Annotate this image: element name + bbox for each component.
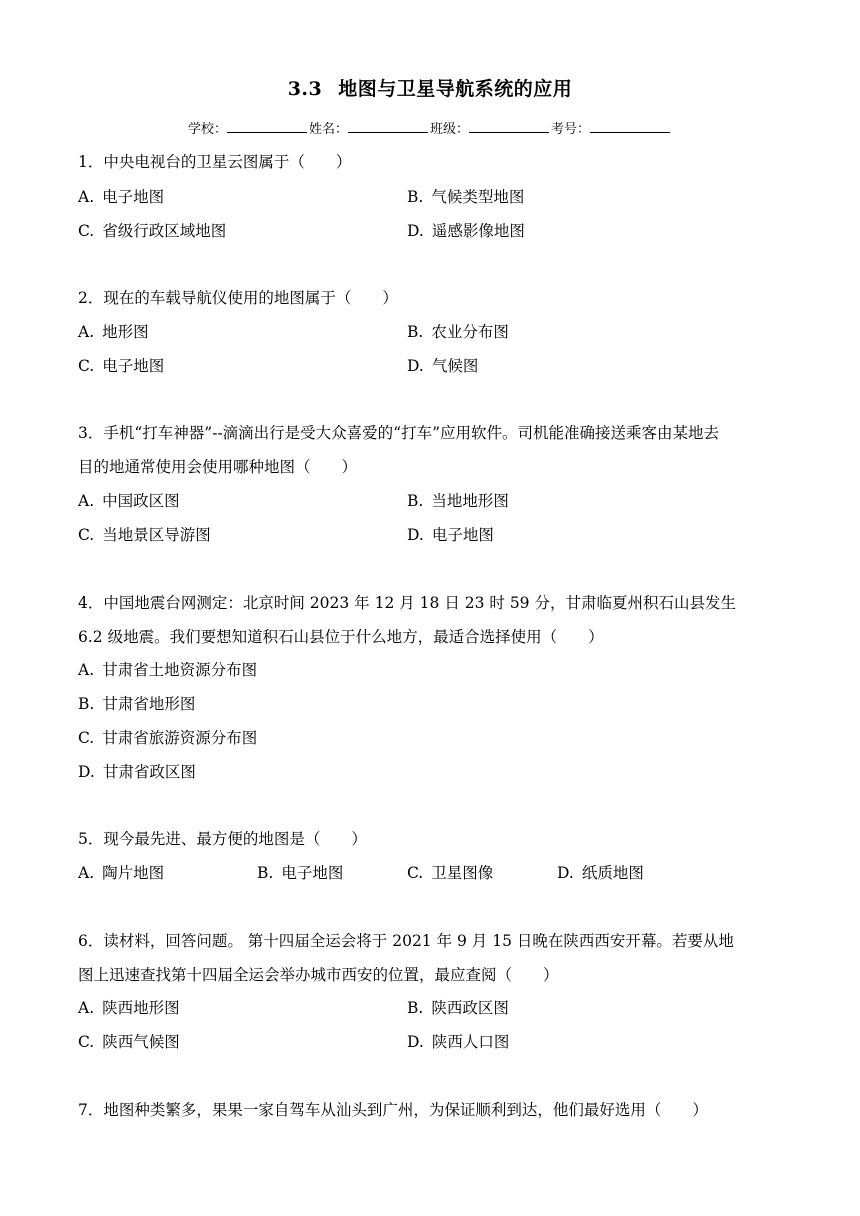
option-text: 当地地形图 <box>431 492 509 510</box>
question-5-stem: 5．现今最先进、最方便的地图是（ ） <box>78 830 367 848</box>
question-5-option-d[interactable] <box>557 861 644 883</box>
option-letter: A. <box>78 999 95 1017</box>
option-text: 遥感影像地图 <box>431 222 525 240</box>
option-letter: C. <box>78 222 95 240</box>
option-text: 陕西人口图 <box>431 1033 510 1051</box>
option-letter: A. <box>78 492 95 510</box>
question-1-option-c[interactable] <box>78 219 226 241</box>
question-6-option-c[interactable] <box>78 1030 180 1052</box>
question-2-option-c[interactable] <box>78 354 164 376</box>
option-letter: B. <box>407 323 424 341</box>
question-1-option-a[interactable] <box>78 185 164 207</box>
question-4-option-b[interactable] <box>78 692 195 714</box>
name-label: 姓名： <box>308 122 348 137</box>
option-text: 气候类型地图 <box>431 188 525 206</box>
option-text: 当地景区导游图 <box>102 526 211 544</box>
page-title <box>0 74 860 101</box>
option-text: 甘肃省旅游资源分布图 <box>102 729 258 747</box>
question-4-option-c[interactable] <box>78 726 257 748</box>
option-text: 农业分布图 <box>431 323 509 341</box>
title-number: 3.3 <box>287 78 323 100</box>
option-letter: C. <box>407 864 424 882</box>
option-text: 甘肃省地形图 <box>102 695 196 713</box>
student-info-line <box>0 118 860 137</box>
question-3-stem-line-2: 目的地通常使用会使用哪种地图（ ） <box>78 458 358 476</box>
option-letter: C. <box>78 729 95 747</box>
option-letter: D. <box>407 222 424 240</box>
option-letter: C. <box>78 526 95 544</box>
question-1-stem: 1．中央电视台的卫星云图属于（ ） <box>78 153 352 171</box>
id-label: 考号： <box>551 122 591 137</box>
option-text: 电子地图 <box>281 864 344 882</box>
option-letter: B. <box>407 188 424 206</box>
option-text: 地形图 <box>102 323 149 341</box>
option-letter: B. <box>78 695 95 713</box>
question-6-stem-line-2: 图上迅速查找第十四届全运会举办城市西安的位置，最应查阅（ ） <box>78 966 559 984</box>
option-letter: B. <box>257 864 274 882</box>
question-5-option-c[interactable] <box>407 861 493 883</box>
option-text: 陶片地图 <box>102 864 165 882</box>
question-6-stem-line-1: 6．读材料，回答问题。 第十四届全运会将于 2021 年 9 月 15 日晚在陕西西安开幕。若要从地 <box>78 932 734 950</box>
option-letter: B. <box>407 492 424 510</box>
option-letter: D. <box>557 864 574 882</box>
question-3-option-a[interactable] <box>78 489 180 511</box>
option-text: 电子地图 <box>102 188 165 206</box>
school-label: 学校： <box>187 122 227 137</box>
option-text: 纸质地图 <box>581 864 644 882</box>
question-6-option-b[interactable] <box>407 996 509 1018</box>
option-letter: C. <box>78 357 95 375</box>
question-1-option-b[interactable] <box>407 185 524 207</box>
question-6-option-a[interactable] <box>78 996 180 1018</box>
option-text: 卫星图像 <box>431 864 494 882</box>
question-5-option-a[interactable] <box>78 861 164 883</box>
option-letter: A. <box>78 323 95 341</box>
question-6-option-d[interactable] <box>407 1030 509 1052</box>
option-text: 气候图 <box>431 357 479 375</box>
option-text: 甘肃省土地资源分布图 <box>102 661 258 679</box>
question-3-option-c[interactable] <box>78 523 211 545</box>
option-letter: D. <box>407 526 424 544</box>
option-text: 陕西地形图 <box>102 999 180 1017</box>
question-3-option-b[interactable] <box>407 489 509 511</box>
question-2-stem: 2．现在的车载导航仪使用的地图属于（ ） <box>78 289 398 307</box>
school-blank[interactable] <box>227 120 307 133</box>
option-letter: D. <box>78 763 95 781</box>
question-4-option-a[interactable] <box>78 658 257 680</box>
question-2-option-a[interactable] <box>78 320 149 342</box>
option-letter: A. <box>78 864 95 882</box>
option-letter: D. <box>407 357 424 375</box>
option-text: 中国政区图 <box>102 492 180 510</box>
question-4-stem-line-2: 6.2 级地震。我们要想知道积石山县位于什么地方，最适合选择使用（ ） <box>78 628 604 646</box>
option-letter: A. <box>78 661 95 679</box>
question-7-stem: 7．地图种类繁多，果果一家自驾车从汕头到广州，为保证顺利到达，他们最好选用（ ） <box>78 1101 708 1119</box>
class-label: 班级： <box>430 122 470 137</box>
option-letter: A. <box>78 188 95 206</box>
title-text: 地图与卫星导航系统的应用 <box>338 78 573 100</box>
question-2-option-d[interactable] <box>407 354 478 376</box>
option-letter: C. <box>78 1033 95 1051</box>
option-text: 陕西政区图 <box>431 999 509 1017</box>
question-4-stem-line-1: 4．中国地震台网测定：北京时间 2023 年 12 月 18 日 23 时 59 分，甘肃临夏州积石山县发生 <box>78 594 736 612</box>
question-2-option-b[interactable] <box>407 320 509 342</box>
question-1-option-d[interactable] <box>407 219 525 241</box>
question-5-option-b[interactable] <box>257 861 343 883</box>
option-text: 电子地图 <box>102 357 165 375</box>
option-text: 陕西气候图 <box>102 1033 180 1051</box>
class-blank[interactable] <box>469 120 549 133</box>
name-blank[interactable] <box>348 120 428 133</box>
option-letter: D. <box>407 1033 424 1051</box>
question-4-option-d[interactable] <box>78 760 196 782</box>
question-3-option-d[interactable] <box>407 523 494 545</box>
option-letter: B. <box>407 999 424 1017</box>
id-blank[interactable] <box>590 120 670 133</box>
option-text: 甘肃省政区图 <box>102 763 196 781</box>
option-text: 省级行政区域地图 <box>102 222 227 240</box>
question-3-stem-line-1: 3．手机“打车神器”--滴滴出行是受大众喜爱的“打车”应用软件。司机能准确接送乘客由某地去 <box>78 424 720 442</box>
option-text: 电子地图 <box>431 526 494 544</box>
